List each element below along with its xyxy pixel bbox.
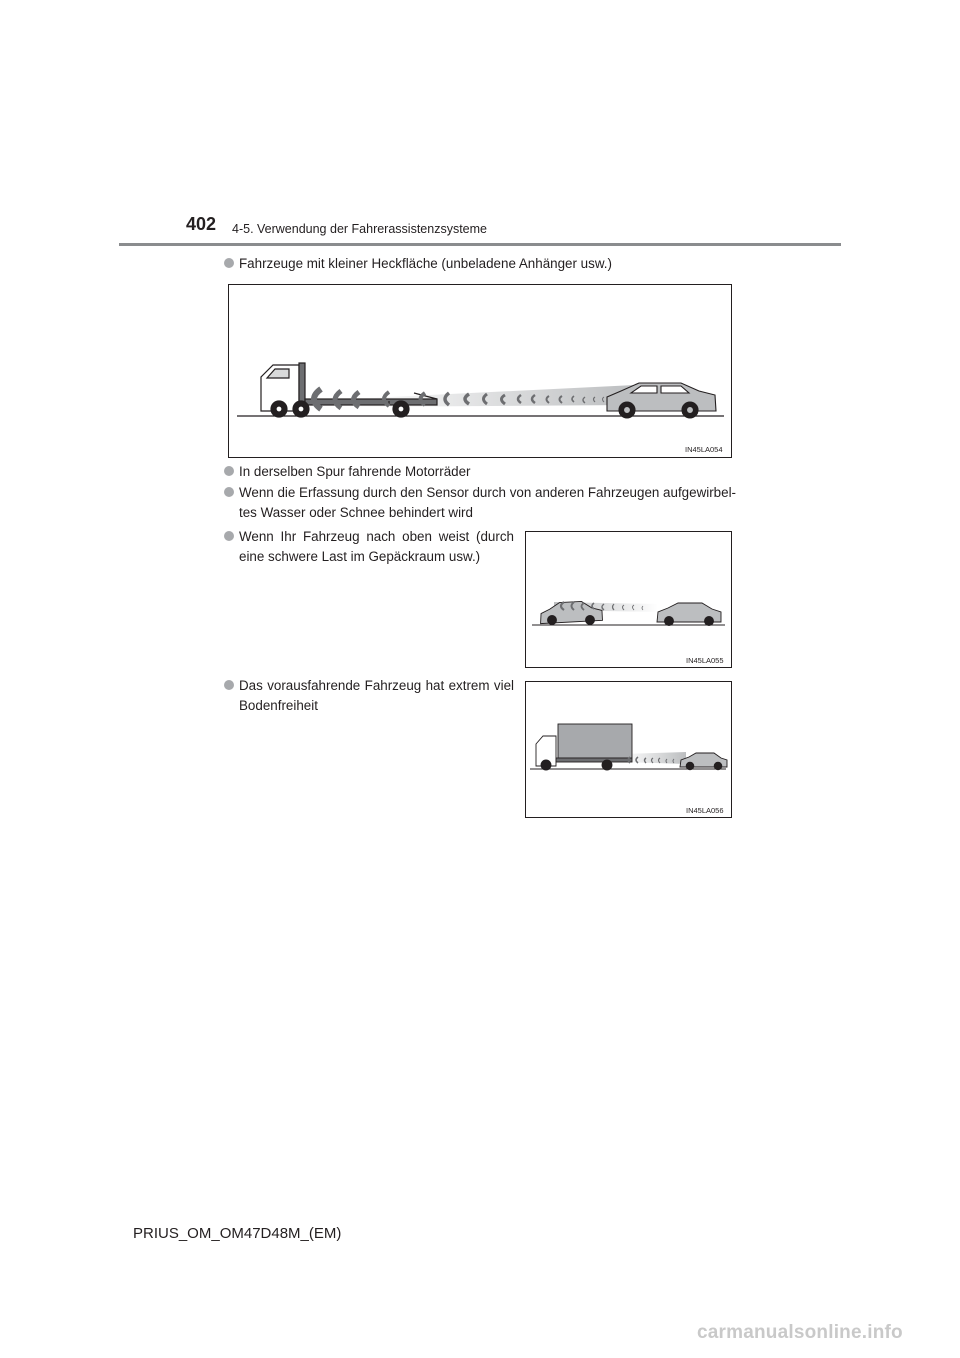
section-title: 4-5. Verwendung der Fahrerassistenzsysteme [232,222,487,236]
figure-code: IN45LA056 [686,806,724,815]
document-id: PRIUS_OM_OM47D48M_(EM) [133,1225,342,1242]
figure-code: IN45LA055 [686,656,724,665]
bullet-item-motorcycles [239,462,759,482]
bullet-text: Das vorausfahrende Fahrzeug hat extrem viel Bodenfreiheit [239,678,514,713]
bullet-dot-icon [224,680,234,690]
bullet-text: Wenn die Erfassung durch den Sensor durch von anderen Fahrzeugen aufgewirbel- [239,485,737,500]
truck-icon [261,363,437,417]
bullet-item-water-snow [239,483,764,523]
watermark: carmanualsonline.info [697,1322,903,1343]
bullet-text-continued: tes Wasser oder Schnee behindert wird [239,505,473,520]
bullet-dot-icon [224,258,234,268]
figure-code: IN45LA054 [685,445,723,454]
bullet-item-small-rear [239,254,759,274]
bullet-text: Wenn Ihr Fahrzeug nach oben weist (durch eine schwere Last im Gepäckraum usw.) [239,529,514,564]
sedan-icon [680,753,727,770]
bullet-dot-icon [224,466,234,476]
box-truck-icon [536,724,632,770]
figure-nose-up-detection [525,531,732,668]
sedan-icon [657,603,721,626]
header-rule [119,243,841,246]
bullet-text: In derselben Spur fahrende Motorräder [239,464,471,479]
bullet-text: Fahrzeuge mit kleiner Heckfläche (unbeladene Anhänger usw.) [239,256,612,271]
figure-high-clearance-detection [525,681,732,818]
bullet-dot-icon [224,531,234,541]
bullet-item-vehicle-points-up [239,527,514,567]
page-number: 402 [186,214,217,234]
bullet-item-ground-clearance [239,676,514,716]
bullet-dot-icon [224,487,234,497]
figure-trailer-detection [228,284,732,458]
